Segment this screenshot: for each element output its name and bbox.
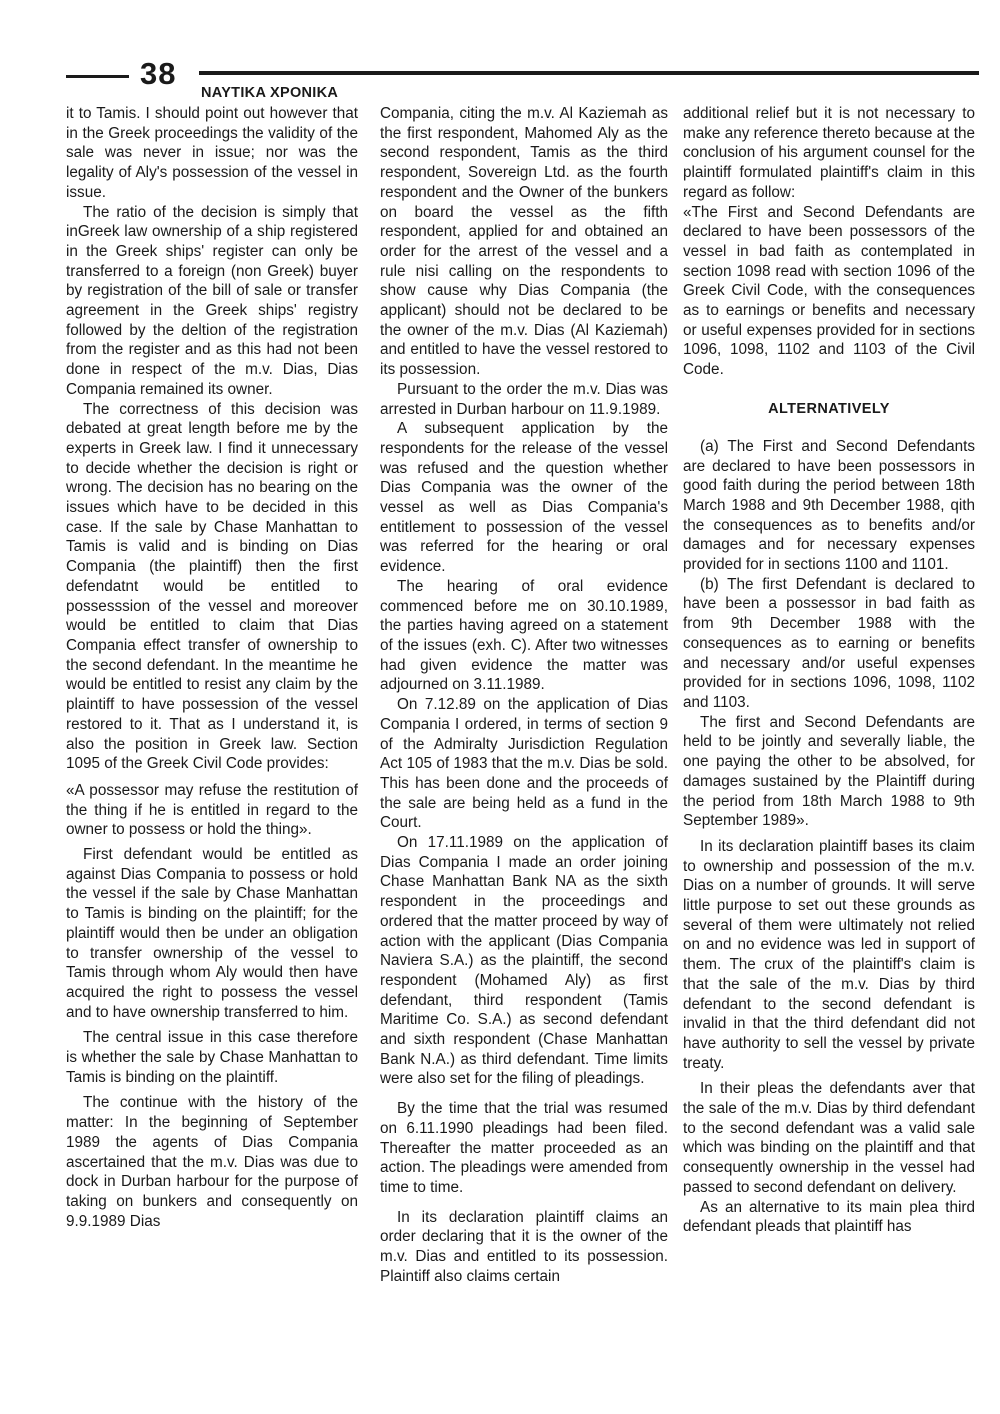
header-rule-left <box>66 75 129 78</box>
paragraph: The correctness of this decision was debated at great length before me by the experts in Greek law. I find it unnecessary to decide whether the decision is right or wrong. The decision has no bearing on the issues which have to be decided in this case. If the sale by Chase Manhattan to Tamis is valid and is binding on Dias Compania (the plaintiff) then the first defendatnt would be entitled to possesssion of the vessel and moreover would be entitled to claim that Dias Compania effect transfer of ownership to the second defendant. In the meantime he would be entitled to resist any claim by the plaintiff to have possession of the vessel restored to it. That as I understand it, is also the position in Greek law. Section 1095 of the Greek Civil Code provides: <box>66 400 358 773</box>
paragraph: As an alternative to its main plea third defendant pleads that plaintiff has <box>683 1198 975 1236</box>
paragraph: A subsequent application by the respondents for the release of the vessel was refused and the question whether Dias Compania was the owner of the vessel as well as Dias Compania's entitlement to possession of the vessel was referred for the hearing or oral evidence. <box>380 420 668 576</box>
paragraph: (b) The first Defendant is declared to have been a possessor in bad faith as from 9th December 1988 with the consequences as to earning or benefits and necessary and/or useful expenses provided for in sections 1096, 1098, 1102 and 1103. <box>683 575 975 711</box>
paragraph: The central issue in this case therefore is whether the sale by Chase Manhattan to Tamis is binding on the plaintiff. <box>66 1029 358 1086</box>
paragraph: additional relief but it is not necessary to make any reference thereto because at the conclusion of his argument counsel for the plaintiff formulated plaintiff's claim in this regard as follow: <box>683 105 975 201</box>
paragraph: The first and Second Defendants are held to be jointly and severally liable, the one paying the other to be absolved, for damages sustained by the Plaintiff during the period from 18th March 1988 to 9th September 1989». <box>683 713 975 830</box>
paragraph: On 7.12.89 on the application of Dias Compania I ordered, in terms of section 9 of the Admiralty Jurisdiction Regulation Act 105 of 1983 that the m.v. Dias be sold. This has been done and the proceeds of the sale are being held as a fund in the Court. <box>380 696 668 832</box>
text-column-2 <box>380 104 668 1286</box>
paragraph: Compania, citing the m.v. Al Kaziemah as the first respondent, Mahomed Aly as the second respondent, Tamis as the third respondent, Sovereign Ltd. as the fourth respondent and the Owner of the bunkers on board the vessel as the fifth respondent, applied for and obtained an order for the arrest of the vessel and a rule nisi calling on the respondents to show cause why Dias Compania (the applicant) should not be declared to be the owner of the m.v. Dias (Al Kaziemah) and entitled to have the vessel restored to its possession. <box>380 105 668 379</box>
page-number: 38 <box>140 56 177 91</box>
paragraph: In its declaration plaintiff bases its claim to ownership and possession of the m.v. Dias on a number of grounds. It will serve little purpose to set out these grounds as several of them were ultimately not relied on and no evidence was led in support of them. The crux of the plaintiff's claim is that the sale of the m.v. Dias by third defendant to the second defendant is invalid in that the third defendant did not have authority to sell the vessel by private treaty. <box>683 837 975 1072</box>
paragraph: (a) The First and Second Defendants are declared to have been possessors in good faith during the period between 18th March 1988 and 9th December 1988, qith the consequences as to benefits and/or damages and for necessary expenses provided for in sections 1100 and 1101. <box>683 437 975 574</box>
text-column-3 <box>683 104 975 1237</box>
formulated-claim: «The First and Second Defendants are declared to have been possessors of the vessel in bad faith as contemplated in section 1098 read with section 1096 of the Greek Civil Code, with the consequences as to earnings or benefits and necessary or useful expenses provided for in sections 1096, 1098, 1102 and 1103 of the Civil Code. <box>683 203 975 379</box>
paragraph: The continue with the history of the matter: In the beginning of September 1989 the agents of Dias Compania ascertained that the m.v. Dias was due to dock in Durban harbour for the purpose of taking on bunkers and consequently on 9.9.1989 Dias <box>66 1094 358 1230</box>
paragraph: Pursuant to the order the m.v. Dias was arrested in Durban harbour on 11.9.1989. <box>380 380 668 418</box>
paragraph: The hearing of oral evidence commenced before me on 30.10.1989, the parties having agreed on a statement of the issues (exh. C). After two witnesses had given evidence the matter was adjourned on 3.11.1989. <box>380 577 668 694</box>
quoted-code-section: «A possessor may refuse the restitution of the thing if he is entitled in regard to the owner to possess or hold the thing». <box>66 781 358 839</box>
paragraph: In its declaration plaintiff claims an order declaring that it is the owner of the m.v. Dias and entitled to its possession. Plaintiff also claims certain <box>380 1208 668 1285</box>
paragraph: On 17.11.1989 on the application of Dias Compania I made an order joining Chase Manhattan Bank NA as the sixth respondent in the proceedings and ordered that the matter proceed by way of action with the applicant (Dias Compania Naviera S.A.) as the plaintiff, the second respondent (Mohamed Aly) as first defendant, third respondent (Tamis Maritime Co. S.A.) as second defendant and sixth respondent (Chase Manhattan Bank N.A.) as third defendant. Time limits were also set for the filing of pleadings. <box>380 834 668 1088</box>
paragraph: By the time that the trial was resumed on 6.11.1990 pleadings had been filed. Thereafter the matter proceeded as an action. The pleadings were amended from time to time. <box>380 1100 668 1196</box>
header-rule-right <box>199 71 979 75</box>
journal-title: NAYTIKA XPONIKA <box>201 85 339 101</box>
paragraph: In their pleas the defendants aver that the sale of the m.v. Dias by third defendant to the second defendant was a valid sale which was binding on the plaintiff and that consequently ownership in the vessel had passed to second defendant on delivery. <box>683 1080 975 1196</box>
text-column-1 <box>66 104 358 1231</box>
paragraph: it to Tamis. I should point out however that in the Greek proceedings the validity of the sale was never in issue; nor was the legality of Aly's possession of the vessel in issue. <box>66 105 358 201</box>
paragraph: The ratio of the decision is simply that inGreek law ownership of a ship registered in the Greek ships' register can only be transferred to a foreign (non Greek) buyer by registration of the bill of sale or transfer agreement in the Greek ships' registry followed by the deltion of the registration from the register and as this had not been done in respect of the m.v. Dias, Dias Compania remained its owner. <box>66 203 358 398</box>
paragraph: First defendant would be entitled as against Dias Compania to possess or hold the vessel if the sale by Chase Manhattan to Tamis is binding on the plaintiff; for the plaintiff would then be under an obligation to transfer ownership of the vessel to Tamis through whom Aly would then have acquired the right to possess the vessel and to have ownership transferred to him. <box>66 846 358 1021</box>
section-heading: ALTERNATIVELY <box>768 400 890 417</box>
